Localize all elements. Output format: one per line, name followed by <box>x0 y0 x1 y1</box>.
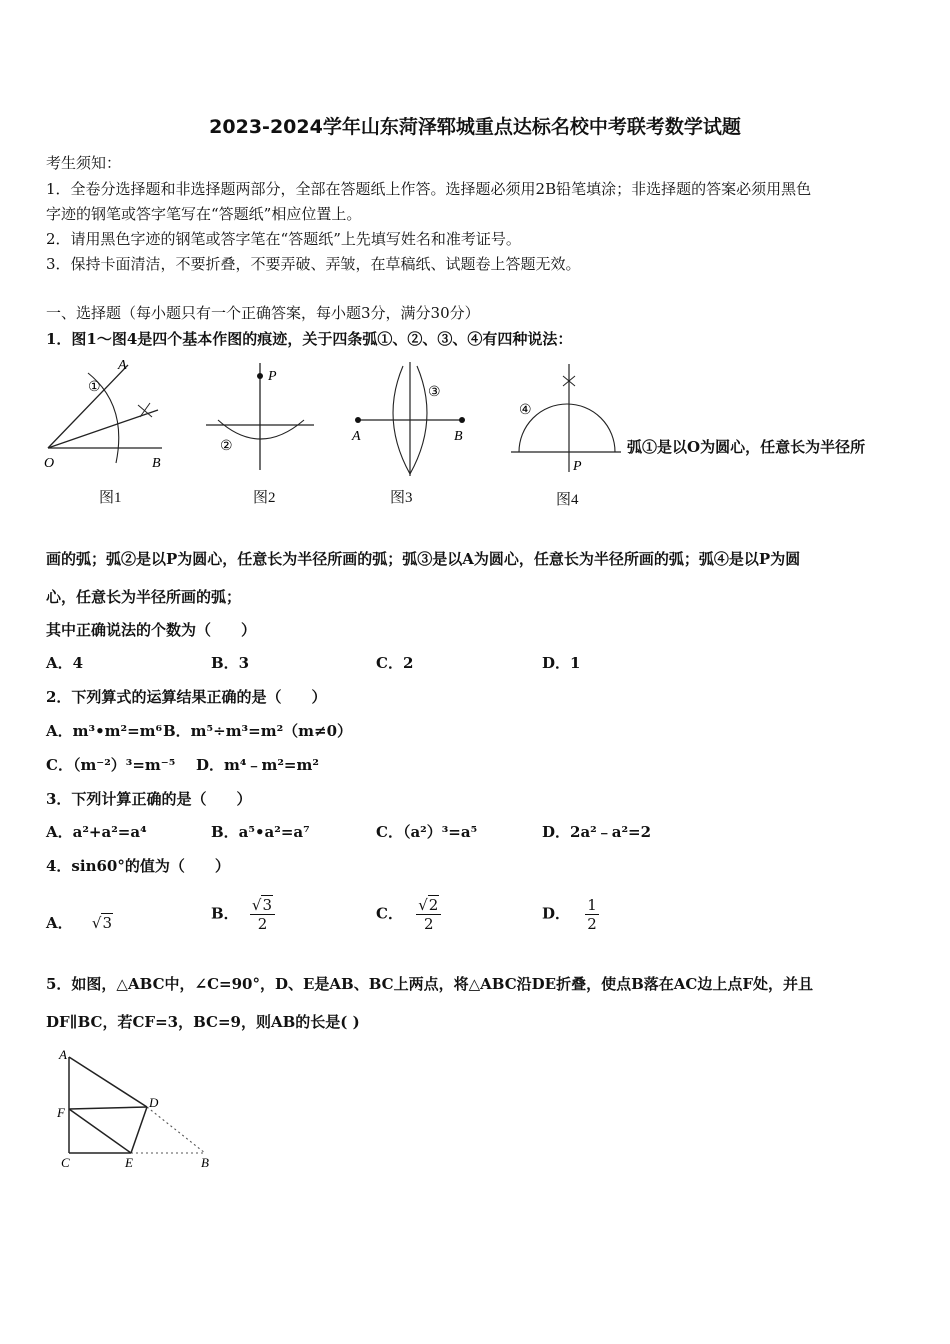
option-c: C． $\frac{√2}{2}$ <box>376 896 441 933</box>
question-5-text: DF∥BC，若CF=3，BC=9，则AB的长是( ) <box>46 1013 360 1031</box>
figure-1 <box>40 355 170 475</box>
option-c-denominator: 2 <box>423 915 434 933</box>
option-d <box>542 896 599 933</box>
notice-heading: 考生须知： <box>46 154 122 172</box>
page-title: 2023-2024学年山东菏泽郓城重点达标名校中考联考数学试题 <box>209 116 741 138</box>
option-b: B． $\frac{√3}{2}$ <box>211 896 275 933</box>
option-a: A．4 <box>46 654 84 672</box>
notice-item: 2．请用黑色字迹的钢笔或答字笔在“答题纸”上先填写姓名和准考证号。 <box>46 230 521 248</box>
question-1-stem: 1．图1～图4是四个基本作图的痕迹，关于四条弧①、②、③、④有四种说法： <box>46 330 573 348</box>
question-2-stem: 2．下列算式的运算结果正确的是（ ） <box>46 688 327 706</box>
fig4-label-arc: ④ <box>519 403 532 418</box>
option-d-denominator: 2 <box>587 915 597 933</box>
option-d-numerator: 1 <box>587 896 597 914</box>
triangle-figure <box>55 1045 220 1175</box>
figure-2-caption: 图2 <box>253 490 276 506</box>
option-a: A．m³•m²=m⁶ <box>46 722 163 740</box>
question-3-stem: 3．下列计算正确的是（ ） <box>46 790 252 808</box>
question-4-stem: 4．sin60°的值为（ ） <box>46 857 230 875</box>
notice-item: 字迹的钢笔或答字笔写在“答题纸”相应位置上。 <box>46 205 362 223</box>
option-d-label: D． <box>542 904 571 923</box>
figure-4 <box>505 362 625 477</box>
option-d: D．1 <box>542 654 581 672</box>
fig1-label-arc: ① <box>88 380 101 395</box>
question-1-text: 画的弧；弧②是以P为圆心，任意长为半径所画的弧；弧③是以A为圆心，任意长为半径所画的弧；弧④是以P为圆 <box>46 550 801 568</box>
fig3-label-a: A <box>352 429 361 444</box>
fig4-label-p: P <box>573 459 582 474</box>
question-1-side-text: 弧①是以O为圆心，任意长为半径所 <box>627 438 866 456</box>
fig3-label-arc: ③ <box>428 385 441 400</box>
fig5-label-a: A <box>59 1047 67 1062</box>
option-b-numerator: 3 <box>262 896 273 914</box>
option-a-label: A． <box>46 914 73 932</box>
question-5-text: 5．如图，△ABC中，∠C=90°，D、E是AB、BC上两点，将△ABC沿DE折叠，使点B落在AC边上点F处，并且 <box>46 975 814 993</box>
fig5-label-f: F <box>57 1105 65 1120</box>
fig1-label-b: B <box>152 456 161 471</box>
option-d: D．2a²﹣a²=2 <box>542 823 652 841</box>
option-a: A．a²+a²=a⁴ <box>46 823 147 841</box>
figure-1-caption: 图1 <box>99 490 122 506</box>
fig5-label-b: B <box>201 1155 209 1170</box>
fig1-label-o: O <box>44 456 55 471</box>
option-c: C．（m⁻²）³=m⁻⁵ <box>46 756 176 774</box>
fig2-label-arc: ② <box>220 439 233 454</box>
option-a-value: 3 <box>102 914 112 932</box>
figure-3-caption: 图3 <box>390 490 413 506</box>
option-a: A． √3 <box>46 914 112 932</box>
notice-item: 3．保持卡面清洁，不要折叠，不要弄破、弄皱，在草稿纸、试题卷上答题无效。 <box>46 255 581 273</box>
fig1-label-a: A <box>118 358 127 373</box>
option-b-denominator: 2 <box>257 915 268 933</box>
option-b-label: B． <box>211 904 239 923</box>
fig5-label-c: C <box>61 1155 70 1170</box>
option-b: B．a⁵•a²=a⁷ <box>211 823 310 841</box>
question-1-ask: 其中正确说法的个数为（ ） <box>46 621 257 639</box>
option-c: C．2 <box>376 654 414 672</box>
option-c-numerator: 2 <box>428 896 439 914</box>
fig2-label-p: P <box>268 369 277 384</box>
option-b: B．3 <box>211 654 250 672</box>
fig5-label-e: E <box>125 1155 133 1170</box>
fig3-label-b: B <box>454 429 463 444</box>
fig5-label-d: D <box>149 1095 159 1110</box>
figure-2 <box>200 358 320 473</box>
figure-4-caption: 图4 <box>556 492 579 508</box>
figure-3 <box>348 358 473 476</box>
option-c-label: C． <box>376 904 403 923</box>
option-d: D．m⁴﹣m²=m² <box>196 756 319 774</box>
section-heading: 一、选择题（每小题只有一个正确答案，每小题3分，满分30分） <box>46 304 480 322</box>
option-b: B．m⁵÷m³=m²（m≠0） <box>163 722 353 740</box>
question-1-text: 心，任意长为半径所画的弧； <box>46 588 242 606</box>
option-c: C．（a²）³=a⁵ <box>376 823 478 841</box>
notice-item: 1．全卷分选择题和非选择题两部分，全部在答题纸上作答。选择题必须用2B铅笔填涂；非选择题的答案必须用黑色 <box>46 180 812 198</box>
